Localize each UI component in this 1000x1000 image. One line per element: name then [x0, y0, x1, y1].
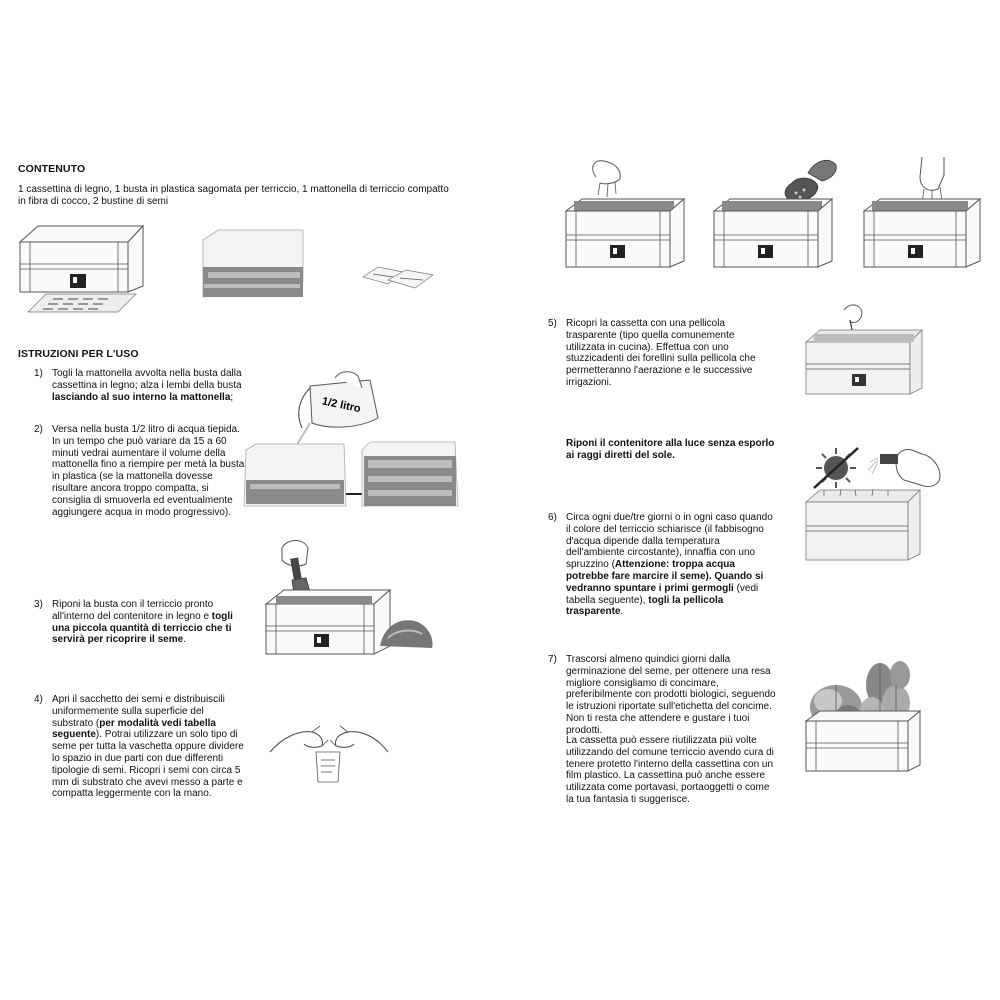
step-6-mid: (vedi tabella seguente),	[566, 582, 759, 606]
hand-press-icon	[920, 157, 944, 205]
step-5-illustration	[800, 300, 930, 400]
water-jug-icon	[299, 372, 378, 428]
step-3-text: Riponi la busta con il terriccio pronto all'interno del contenitore in legno e	[52, 599, 214, 622]
hand-icon	[593, 161, 621, 197]
film-covered-box-icon	[806, 330, 922, 394]
step-3-end: .	[183, 634, 186, 646]
wooden-box-icon	[566, 199, 684, 267]
step-7-illustration	[800, 645, 930, 775]
wooden-box-icon	[266, 590, 390, 654]
no-direct-sun-icon	[814, 448, 858, 488]
contenuto-title: CONTENUTO	[18, 163, 86, 175]
contenuto-line-2: in fibra di cocco, 2 bustine di semi	[18, 195, 169, 207]
step-3-number: 3)	[34, 599, 43, 610]
step-2	[34, 424, 247, 518]
step-2-illustration	[240, 368, 470, 518]
contenuto-line-1: 1 cassettina di legno, 1 busta in plastica sagomata per terriccio, 1 mattonella di terriccio compatto	[18, 184, 449, 195]
step-1	[34, 368, 247, 403]
wooden-box-icon	[864, 199, 980, 267]
step-4-illustration	[268, 722, 398, 787]
sprouting-box-icon	[806, 489, 920, 560]
step-6-end: .	[620, 606, 624, 618]
hands-opening-packet-icon	[270, 726, 388, 782]
step-2-number: 2)	[34, 424, 43, 435]
step-4-bold: per modalità vedi tabella seguente	[52, 717, 216, 741]
step-7-text: Trascorsi almeno quindici giorni dalla germinazione del seme, per ottenere una resa migliore consigliamo di concimare, preferibilmente con prodotti biologici, seguendo le istruzioni riportate sull'etichetta del concime. Non ti resta che attendere e gustare i tuoi prodotti.	[566, 654, 776, 736]
reuse-note	[548, 735, 776, 806]
step-3-bold: togli una piccola quantità di terriccio che ti servirà per ricoprire il seme	[52, 610, 233, 646]
step-4	[34, 694, 247, 800]
light-note	[548, 438, 776, 462]
step-7-number: 7)	[548, 654, 557, 665]
step-5-text: Ricopri la cassetta con una pellicola trasparente (tipo quella comunemente utilizzata in cucina). Effettua con uno stuzzicadenti dei forellini sulla pellicola che permetteranno l'aerazione e le successive irrigazioni.	[566, 318, 756, 388]
step-4-number: 4)	[34, 694, 43, 705]
step-4-end: ). Potrai utilizzare un solo tipo di seme per tutta la vaschetta oppure dividere lo spazio in due parti con due differenti tipologie di semi. Ricopri i semi con circa 5 mm di substrato che avevi messo a parte e compatta leggermente con la mano.	[52, 729, 244, 800]
step-4-text: Apri il sacchetto dei semi e distribuiscili uniformemente sulla superficie del substrato (	[52, 694, 225, 729]
bag-after-icon	[362, 442, 458, 506]
step-1-text: Togli la mattonella avvolta nella busta dalla cassettina in legno; alza i lembi della busta	[52, 368, 242, 391]
step-6-illustration	[800, 440, 950, 565]
top-illustrations	[560, 153, 980, 273]
seed-scoop-icon	[785, 160, 836, 200]
step-1-bold: lasciando al suo interno la mattonella	[52, 391, 231, 403]
step-5	[548, 318, 776, 389]
spray-bottle-icon	[868, 450, 940, 487]
step-3	[34, 599, 247, 646]
light-note-text: Riponi il contenitore alla luce senza esporlo ai raggi diretti del sole.	[566, 438, 775, 461]
leaflet-icon	[28, 294, 136, 312]
bag-before-icon	[244, 444, 346, 506]
step-7	[548, 654, 776, 737]
wooden-box-icon	[714, 199, 832, 267]
step-2-text: Versa nella busta 1/2 litro di acqua tiepida. In un tempo che può variare da 15 a 60 minuti vedrai aumentare il volume della mattonella fino a riempire per metà la busta in plastica (se la mattonella dovesse risultare ancora troppo compatta, si consiglia di smuoverla ed eventualmente aggiungere acqua in modo progressivo).	[52, 424, 245, 518]
step-1-end: ;	[230, 391, 234, 403]
step-5-number: 5)	[548, 318, 557, 329]
step-6-number: 6)	[548, 512, 557, 523]
step-6-bold-2: togli la pellicola trasparente	[566, 594, 724, 618]
step-6-text: Circa ogni due/tre giorni o in ogni caso quando il colore del terriccio schiarisce (il fabbisogno d'acqua dipende dalla temperatura dell'ambiente circostante), innaffia con uno spruzzino (	[566, 512, 773, 571]
step-1-number: 1)	[34, 368, 43, 379]
step-6-bold-1: Attenzione: troppa acqua potrebbe fare marcire il seme). Quando si vedranno spuntare i primi germogli	[566, 559, 764, 594]
seed-packets-icon	[363, 267, 433, 288]
reuse-note-text: La cassetta può essere riutilizzata più volte utilizzando del comune terriccio avendo cura di tenere protetto l'interno della cassettina con un film plastico. La cassettina può anche essere utilizzata come portavasi, portaoggetti o come la tua fantasia ti suggerisce.	[566, 735, 774, 805]
step-6	[548, 512, 776, 618]
wooden-box-icon	[20, 226, 143, 292]
step-3-illustration	[262, 534, 442, 659]
istruzioni-title: ISTRUZIONI PER L'USO	[18, 348, 139, 360]
contenuto-text	[18, 184, 478, 208]
jug-label: 1/2 litro	[320, 395, 362, 416]
plastic-bag-icon	[203, 230, 303, 297]
wooden-box-icon	[806, 711, 920, 771]
contenuto-illustration	[18, 222, 458, 322]
